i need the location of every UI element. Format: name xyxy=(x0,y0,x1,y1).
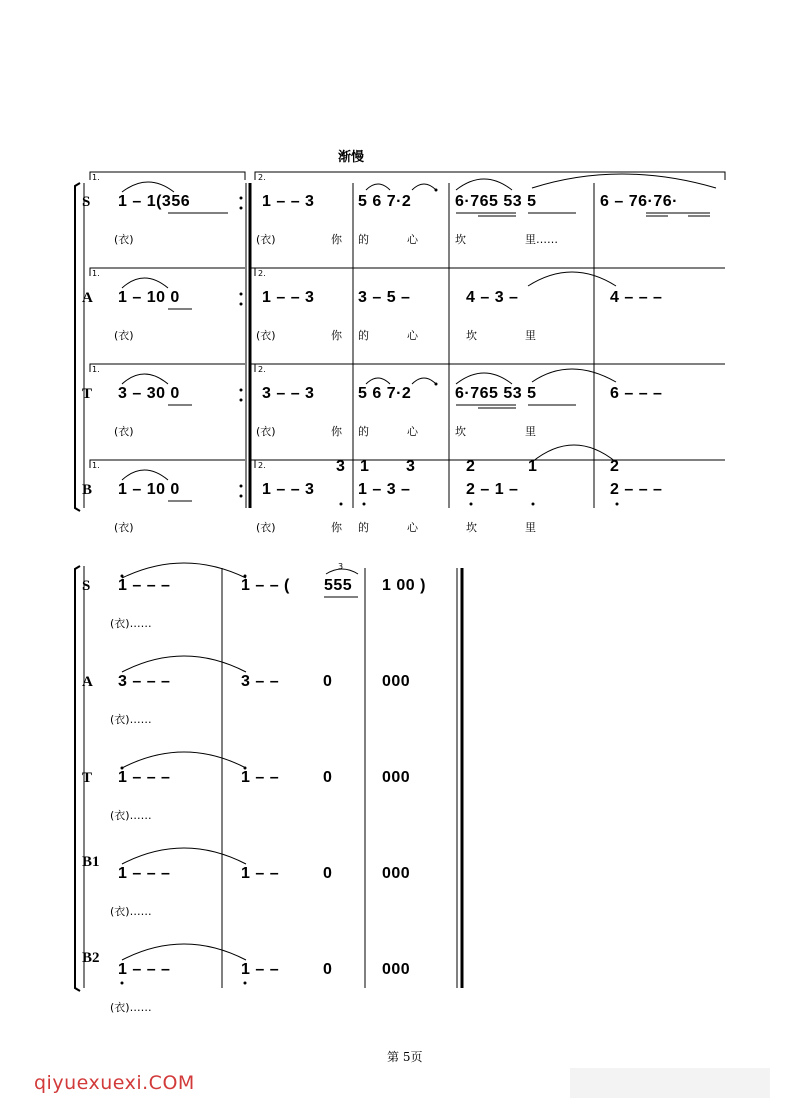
measure: 1 – – – xyxy=(118,577,171,594)
measure: 1 – – – xyxy=(118,769,171,786)
lyric: (衣) xyxy=(114,521,134,534)
measure: 1 – – 3 xyxy=(262,289,315,306)
measure: 1 – 10 0 xyxy=(118,481,180,498)
measure: 1 – 1(356 xyxy=(118,193,191,210)
measure: 1 – – xyxy=(241,769,280,786)
lyric: (衣) xyxy=(114,425,134,438)
measure: 3 – – xyxy=(241,673,280,690)
lyric: (衣) xyxy=(256,425,276,438)
volta-2-label: 2. xyxy=(258,365,266,374)
lyric: 的 xyxy=(358,521,369,534)
measure: 6 – – – xyxy=(610,385,663,402)
voice-label: S xyxy=(82,578,91,594)
measure: 2 – 1 – xyxy=(466,481,519,498)
measure: 1 – – – xyxy=(118,961,171,978)
voice-label: T xyxy=(82,770,93,786)
measure: 6·765 53 5 xyxy=(455,385,537,402)
volta-1-label: 1. xyxy=(92,461,100,470)
measure: 2 – – – xyxy=(610,481,663,498)
lyric: 坎 xyxy=(455,233,466,246)
measure: 0 xyxy=(323,961,333,978)
upper-note: 2 xyxy=(610,458,620,475)
lyric: 坎 xyxy=(455,425,466,438)
measure: 3 – – 3 xyxy=(262,385,315,402)
lyric: 你 xyxy=(331,329,342,342)
upper-note: 2 xyxy=(466,458,476,475)
measure: 6·765 53 5 xyxy=(455,193,537,210)
upper-note: 1 xyxy=(360,458,370,475)
lyric: 里…… xyxy=(525,233,558,246)
lyric: 的 xyxy=(358,329,369,342)
measure: 0 xyxy=(323,769,333,786)
measure: 4 – – – xyxy=(610,289,663,306)
measure: 3 – – – xyxy=(118,673,171,690)
measure: 3 – 30 0 xyxy=(118,385,180,402)
measure: 1 00 ) xyxy=(382,577,426,594)
voice-label: A xyxy=(82,290,93,306)
measure: 3 – 5 – xyxy=(358,289,411,306)
measure: 0 xyxy=(323,865,333,882)
lyric: 心 xyxy=(407,521,418,534)
lyric: 里 xyxy=(525,425,536,438)
lyric: 你 xyxy=(331,425,342,438)
lyric: (衣) xyxy=(256,329,276,342)
measure: 1 – 3 – xyxy=(358,481,411,498)
measure: 1 – – 3 xyxy=(262,193,315,210)
voice-label: B2 xyxy=(82,950,100,966)
triplet-mark: 3 xyxy=(338,562,344,571)
voice-label: T xyxy=(82,386,93,402)
measure: 0 xyxy=(323,673,333,690)
voice-label: A xyxy=(82,674,93,690)
lyric: 心 xyxy=(407,329,418,342)
lyric: 坎 xyxy=(466,329,477,342)
lyric: (衣)…… xyxy=(110,1001,152,1014)
lyric: 你 xyxy=(331,233,342,246)
measure: 000 xyxy=(382,673,411,690)
tempo-mark: 渐慢 xyxy=(338,150,365,165)
voice-label: S xyxy=(82,194,91,210)
upper-note: 1 xyxy=(528,458,538,475)
lyric: (衣)…… xyxy=(110,713,152,726)
lyric: (衣) xyxy=(256,521,276,534)
lyric: 里 xyxy=(525,329,536,342)
measure: 1 – – ( xyxy=(241,577,290,594)
volta-1-label: 1. xyxy=(92,365,100,374)
measure: 1 – – – xyxy=(118,865,171,882)
lyric: (衣)…… xyxy=(110,809,152,822)
lyric: (衣) xyxy=(114,233,134,246)
measure: 4 – 3 – xyxy=(466,289,519,306)
lyric: 你 xyxy=(331,521,342,534)
voice-label: B1 xyxy=(82,854,100,870)
lyric: (衣) xyxy=(256,233,276,246)
lyric: 的 xyxy=(358,425,369,438)
lyric: 的 xyxy=(358,233,369,246)
lyric: 里 xyxy=(525,521,536,534)
measure: 000 xyxy=(382,865,411,882)
upper-note: 3 xyxy=(406,458,416,475)
volta-1-label: 1. xyxy=(92,173,100,182)
voice-label: B xyxy=(82,482,93,498)
measure: 5 6 7·2 xyxy=(358,193,412,210)
measure: 5 6 7·2 xyxy=(358,385,412,402)
measure: 1 – 10 0 xyxy=(118,289,180,306)
upper-note: 3 xyxy=(336,458,346,475)
measure: 555 xyxy=(324,577,353,594)
measure: 1 – – 3 xyxy=(262,481,315,498)
page-number: 第 5页 xyxy=(387,1050,423,1064)
measure: 6 – 76·76· xyxy=(600,193,678,210)
watermark[interactable]: qiyuexuexi.COM xyxy=(34,1072,195,1094)
lyric: (衣)…… xyxy=(110,617,152,630)
lyric: 心 xyxy=(407,425,418,438)
volta-2-label: 2. xyxy=(258,173,266,182)
volta-2-label: 2. xyxy=(258,269,266,278)
lyric: 坎 xyxy=(466,521,477,534)
volta-2-label: 2. xyxy=(258,461,266,470)
volta-1-label: 1. xyxy=(92,269,100,278)
measure: 000 xyxy=(382,961,411,978)
lyric: 心 xyxy=(407,233,418,246)
measure: 1 – – xyxy=(241,961,280,978)
lyric: (衣)…… xyxy=(110,905,152,918)
measure: 1 – – xyxy=(241,865,280,882)
lyric: (衣) xyxy=(114,329,134,342)
measure: 000 xyxy=(382,769,411,786)
